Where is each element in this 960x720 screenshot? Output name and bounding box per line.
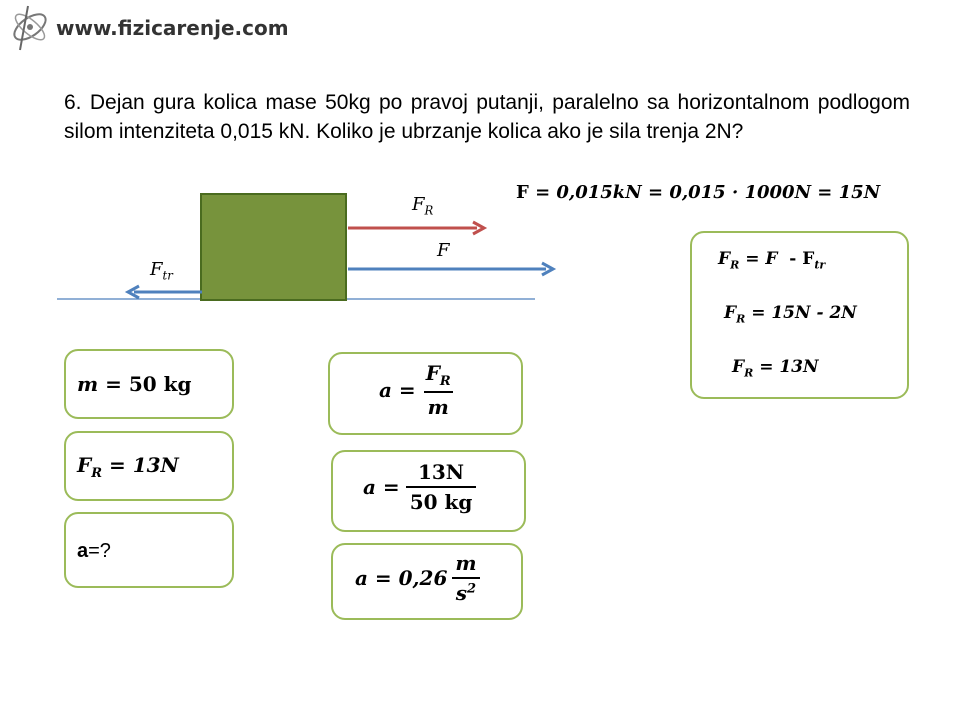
site-url[interactable]: www.fizicarenje.com	[56, 16, 289, 40]
resultant-force-box	[690, 231, 909, 399]
problem-statement	[64, 88, 910, 146]
unknown-value: =?	[88, 540, 111, 562]
answer-unit: $\frac{m}{s^2}$	[451, 551, 480, 605]
substitution-box	[331, 450, 526, 532]
force-diagram	[50, 185, 570, 310]
formula-box	[328, 352, 523, 435]
unknown-box	[64, 512, 234, 588]
resultant-line-3: $F_R = 13N$	[732, 357, 819, 380]
given-force-box: $F_R = 13N$	[64, 431, 234, 501]
cart-block	[201, 194, 346, 300]
label-push-force: F	[437, 240, 450, 261]
substitution-lhs: a =	[363, 475, 400, 499]
answer-value: a = 0,26	[355, 566, 448, 590]
answer-box	[331, 543, 523, 620]
site-logo	[6, 2, 54, 52]
unit-conversion	[516, 182, 880, 203]
conversion-lhs: F	[516, 182, 529, 203]
formula-fraction: $\frac{F_R}{m}$	[422, 361, 455, 419]
given-force-symbol: F	[77, 453, 92, 477]
resultant-line-2: $F_R = 15N - 2N$	[724, 303, 857, 326]
unknown-symbol: a	[77, 540, 89, 562]
given-mass-value: = 50 kg	[105, 372, 192, 396]
conversion-expr: = 0,015kN = 0,015 · 1000N = 15N	[535, 182, 881, 203]
label-friction-force: $F_{tr}$	[150, 259, 173, 283]
given-mass-symbol: m	[77, 372, 99, 396]
resultant-line-1: $F_R = F - F_{tr}$	[718, 249, 826, 272]
problem-text: 6. Dejan gura kolica mase 50kg po pravoj putanji, paralelno sa horizontalnom podlogom silom intenziteta 0,015 kN. Koliko je ubrzanje kolica ako je sila trenja 2N?	[64, 91, 910, 143]
substitution-fraction: $\frac{13N}{50 kg}$	[406, 460, 477, 514]
given-mass-box	[64, 349, 234, 419]
given-force-value: = 13N	[108, 453, 179, 477]
formula-lhs: a =	[379, 378, 416, 402]
label-resultant-force: $F_R$	[412, 194, 434, 218]
atom-logo-icon	[6, 2, 54, 52]
